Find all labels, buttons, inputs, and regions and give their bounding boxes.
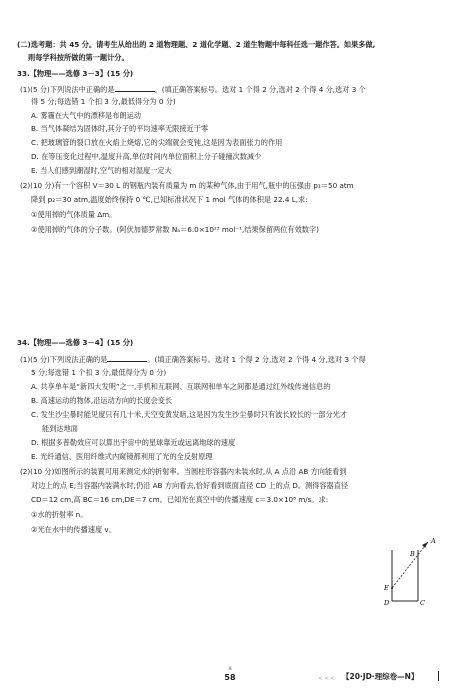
sub-question: ②光在水中的传播速度 v。	[31, 525, 116, 534]
label-b: B	[410, 550, 415, 558]
sub-question: ①水的折射率 n。	[31, 510, 88, 519]
label-e: E	[384, 584, 389, 592]
option-c: C. 把玻璃管的裂口放在火焰上烧熔,它的尖端就会变钝,这是因为表面张力的作用	[31, 138, 283, 147]
question-part1-line	[20, 83, 366, 95]
option-c: C. 发生沙尘暴时能见度只有几十米,天空变黄发暗,这是因为发生沙尘暴时只有波长较长的一部分光才	[31, 410, 348, 419]
option-b: B. 当气体凝结为固体时,其分子的平均速率无限接近于零	[31, 124, 209, 133]
question-text: 。(填正确答案标号。选对 1 个得 2 分,选对 2 个得 4 分,选对 3 个	[154, 85, 366, 94]
question-part2-line: (2)(10 分)有一个容积 V＝30 L 的钢瓶内装有质量为 m 的某种气体,由于用气,瓶中的压强由 p₁＝50 atm	[20, 181, 354, 190]
question-text: 。(填正确答案标号。选对 1 个得 2 分,选对 2 个得 4 分,选对 3 个得	[147, 355, 366, 364]
point-e	[391, 587, 393, 589]
intro-line: (二)选考题：共 45 分。请考生从给出的 2 道物理题、2 道化学题、2 道生物题中每科任选一题作答。如果多做,	[17, 40, 376, 49]
question-part1-line: 5 分;每选错 1 个扣 3 分,最低得分为 0 分)	[31, 368, 167, 377]
question-text: (1)(5 分)下列说法正确的是	[20, 355, 108, 364]
question-header: 33.【物理——选修 3－3】(15 分)	[17, 69, 134, 78]
question-part2-line: 对边上的点 E;当容器内装满水时,仍沿 AB 方向看去,恰好看到底面直径 CD 上的点 D。测得容器直径	[31, 481, 349, 490]
answer-blank[interactable]	[115, 83, 155, 92]
option-e: E. 光纤通信、医用纤维式内窥镜都利用了光的全反射原理	[31, 452, 213, 461]
option-c-continued: 能到达地面	[42, 424, 78, 433]
question-part2-line: CD＝12 cm,高 BC＝16 cm,DE＝7 cm。已知光在真空中的传播速度 c＝3.0×10⁸ m/s。求:	[31, 495, 329, 504]
arrow-head	[422, 542, 428, 548]
question-part1-line: 得 5 分;每选错 1 个扣 3 分,最低得分为 0 分)	[31, 97, 176, 106]
page-number: 58	[224, 673, 236, 682]
question-part2-line: 降到 p₂＝30 atm,温度始终保持 0 ℃,已知标准状况下 1 mol 气体的体积是 22.4 L,求:	[31, 195, 308, 204]
footer-divider	[438, 671, 439, 681]
option-e: E. 当人们感到潮湿时,空气的相对湿度一定大	[31, 166, 172, 175]
label-c: C	[420, 599, 425, 607]
option-b: B. 高速运动的物体,沿运动方向的长度会变长	[31, 396, 173, 405]
refraction-container-diagram	[360, 528, 440, 608]
sub-question: ①使用掉的气体质量 Δm。	[31, 210, 117, 219]
intro-line: 则每学科按所做的第一题计分。	[28, 53, 129, 62]
question-part2-line: (2)(10 分)如图所示的装置可用来测定水的折射率。当圆柱形容器内未装水时,从 A 点沿 AB 方向能看到	[20, 467, 347, 476]
option-d: D. 在等压变化过程中,温度升高,单位时间内单位面积上分子碰撞次数减少	[31, 152, 262, 161]
option-a: A. 共享单车是“新四大发明”之一,手机和互联网、互联网和单车之间都是通过红外线传递信息的	[31, 382, 331, 391]
page-mark: ※	[228, 666, 233, 672]
question-header: 34.【物理——选修 3－4】(15 分)	[17, 338, 134, 347]
answer-blank[interactable]	[107, 353, 147, 362]
question-text: (1)(5 分)下列说法中正确的是	[20, 85, 115, 94]
option-d: D. 根据多普勒效应可以算出宇宙中的星球靠近或远离地球的速度	[31, 438, 236, 447]
sight-line	[392, 542, 428, 588]
label-a: A	[431, 537, 436, 545]
chevron-icon: <<<	[318, 675, 337, 682]
option-a: A. 雾霾在大气中的漂移是布朗运动	[31, 111, 141, 120]
sub-question: ②使用掉的气体的分子数。(阿伏加德罗常数 Nₐ＝6.0×10²³ mol⁻¹,结果保留两位有效数字)	[31, 225, 319, 234]
label-d: D	[384, 599, 390, 607]
exam-code: 【20·JD·理综卷—N】	[342, 672, 419, 681]
question-part1-line	[20, 353, 366, 365]
